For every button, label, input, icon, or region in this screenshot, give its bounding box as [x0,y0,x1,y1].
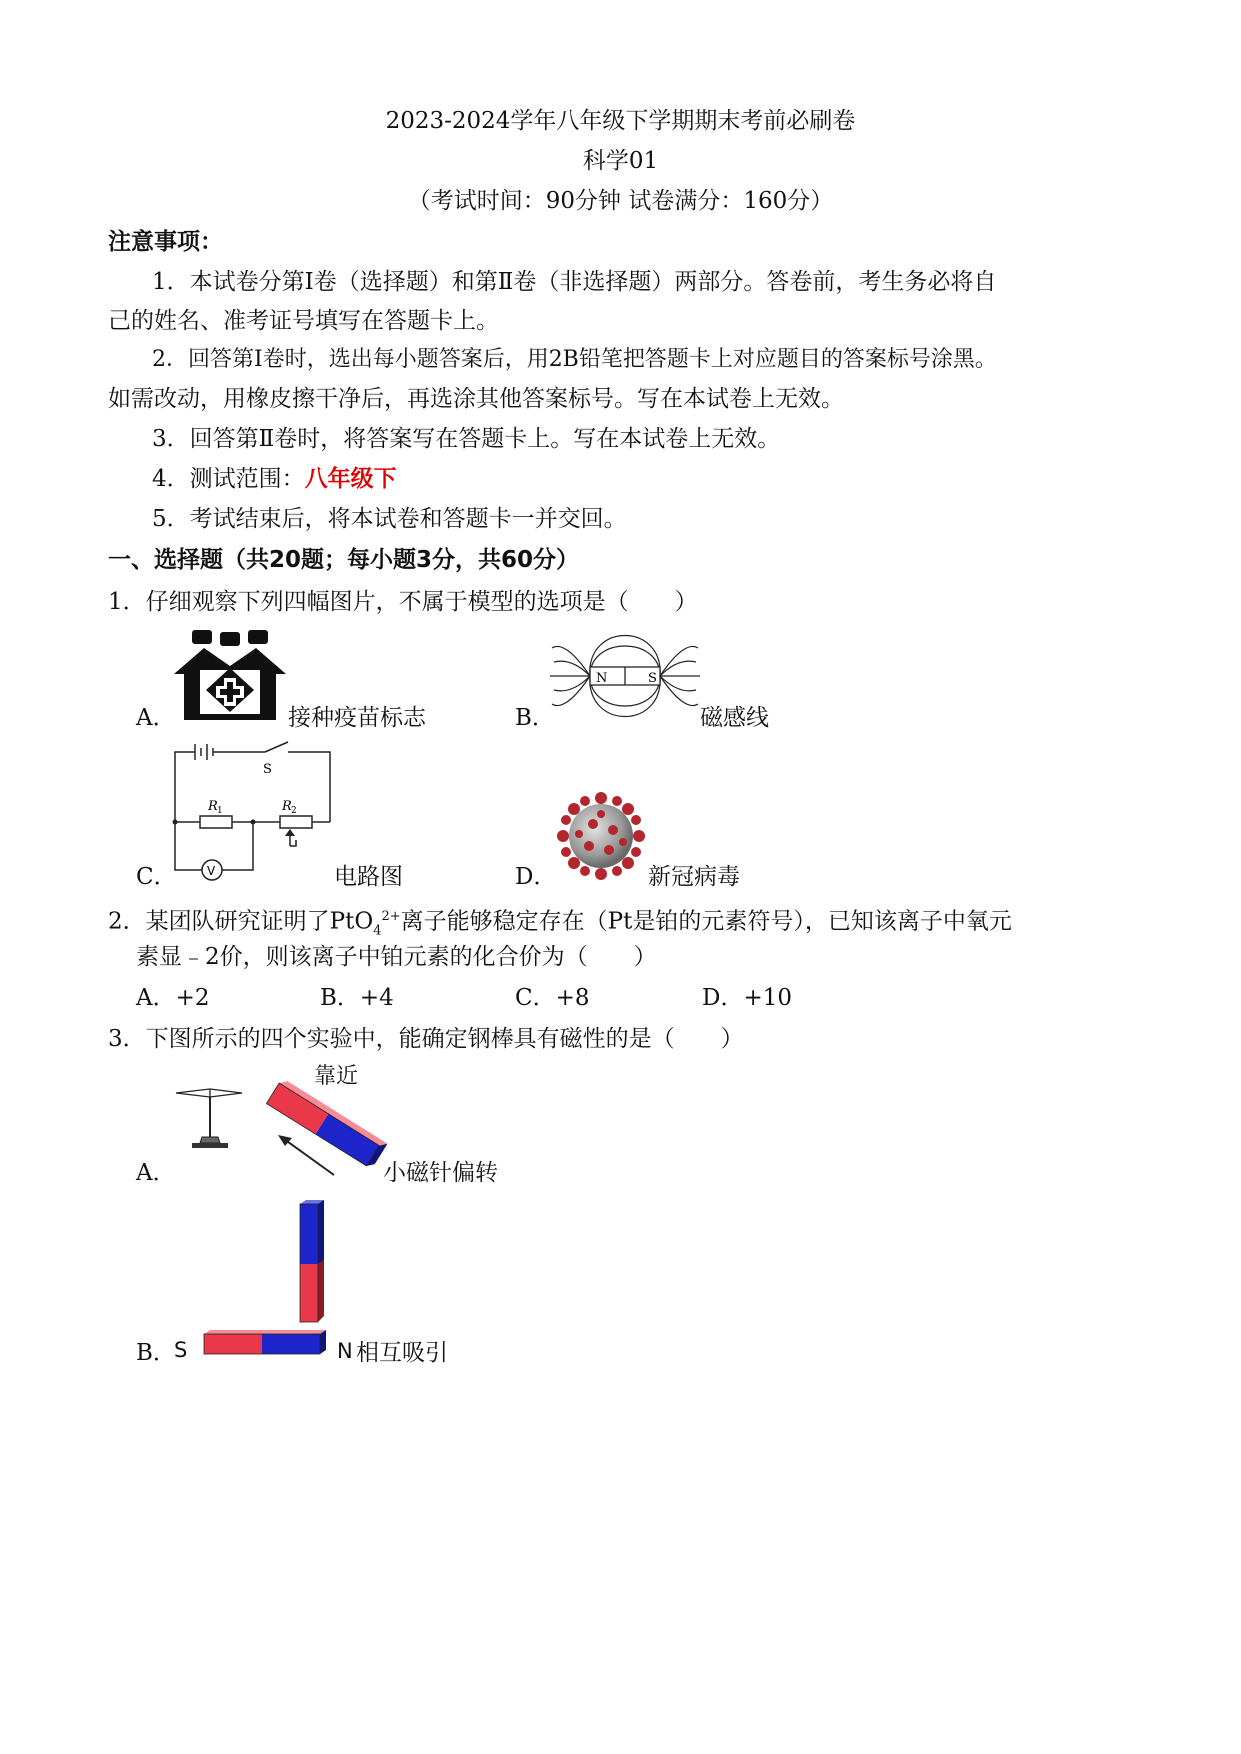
circuit-diagram-icon [170,740,340,885]
q1-option-b-letter: B． [515,705,555,731]
virus-icon [553,788,649,884]
q1-option-a-letter: A． [136,705,176,731]
q1-option-d-caption: 新冠病毒 [648,864,740,890]
note-item-1-line2: 己的姓名、准考证号填写在答题卡上。 [108,308,499,334]
q1-option-d-letter: D． [515,864,557,890]
exam-title: 2023-2024学年八年级下学期期末考前必刷卷 [385,108,856,134]
test-scope: 八年级下 [304,466,397,492]
q2-stem-part1: 2．某团队研究证明了PtO [108,908,374,935]
circuit-r1-subscript: 1 [217,806,223,816]
q1-stem: 1．仔细观察下列四幅图片，不属于模型的选项是（ ） [108,589,698,615]
note-item-3: 3．回答第Ⅱ卷时，将答案写在答题卡上。写在本试卷上无效。 [152,426,781,452]
q2-stem-line1 [108,902,1012,946]
circuit-switch-label: S [263,762,272,777]
vaccine-sign-icon [170,628,290,723]
circuit-r2-subscript: 2 [291,806,297,816]
note-item-2-line1: 2．回答第Ⅰ卷时，选出每小题答案后，用2B铅笔把答题卡上对应题目的答案标号涂黑。 [152,347,997,372]
q3-stem: 3．下图所示的四个实验中，能确定钢棒具有磁性的是（ ） [108,1026,744,1052]
q2-stem-superscript: 2+ [381,909,401,924]
note-item-4-prefix: 4．测试范围： [152,466,305,492]
q2-option-d: D．+10 [702,985,792,1011]
section-heading: 一、选择题（共20题；每小题3分，共60分） [108,547,580,573]
vertical-steel-bar-icon [296,1198,326,1324]
note-item-5: 5．考试结束后，将本试卷和答题卡一并交回。 [152,506,627,532]
exam-info: （考试时间：90分钟 试卷满分：160分） [407,188,834,214]
circuit-r2-label: R [282,799,292,814]
q3-b-s-pole: S [174,1338,188,1362]
note-item-2-line2: 如需改动，用橡皮擦干净后，再选涂其他答案标号。写在本试卷上无效。 [108,386,844,412]
note-item-4 [152,464,397,494]
q2-option-c: C．+8 [515,985,590,1011]
q3-option-a-caption: 小磁针偏转 [383,1160,498,1186]
magnet-n-label: N [596,671,608,686]
q3-option-b-caption: 相互吸引 [356,1340,448,1366]
q2-stem-line2: 素显﹣2价，则该离子中铂元素的化合价为（ ） [136,944,657,970]
q2-stem-subscript: 4 [373,923,382,939]
magnetic-field-lines-icon [550,626,700,726]
q2-stem-part2: 离子能够稳定存在（Pt是铂的元素符号），已知该离子中氧元 [400,908,1012,935]
notes-heading: 注意事项： [108,229,223,255]
q3-a-label-approach: 靠近 [314,1064,359,1089]
magnet-s-label: S [648,671,657,686]
subject-title: 科学01 [582,148,659,174]
circuit-r1-label: R [208,799,218,814]
q3-option-a-letter: A． [136,1160,176,1186]
q2-option-b: B．+4 [320,985,394,1011]
q3-option-b-letter: B． [136,1340,176,1366]
q1-option-a-caption: 接种疫苗标志 [288,705,426,731]
q1-option-b-caption: 磁感线 [700,705,769,731]
note-item-1-line1: 1．本试卷分第Ⅰ卷（选择题）和第Ⅱ卷（非选择题）两部分。答卷前，考生务必将自 [152,269,997,295]
approach-arrow-icon [276,1133,338,1178]
q2-option-a: A．+2 [136,985,210,1011]
horizontal-magnet-icon [202,1328,328,1358]
q1-option-c-caption: 电路图 [334,864,403,890]
compass-needle-icon [172,1085,247,1150]
q1-option-c-letter: C． [136,864,177,890]
q3-b-n-pole: N [337,1339,353,1363]
voltmeter-label: V [207,864,216,878]
